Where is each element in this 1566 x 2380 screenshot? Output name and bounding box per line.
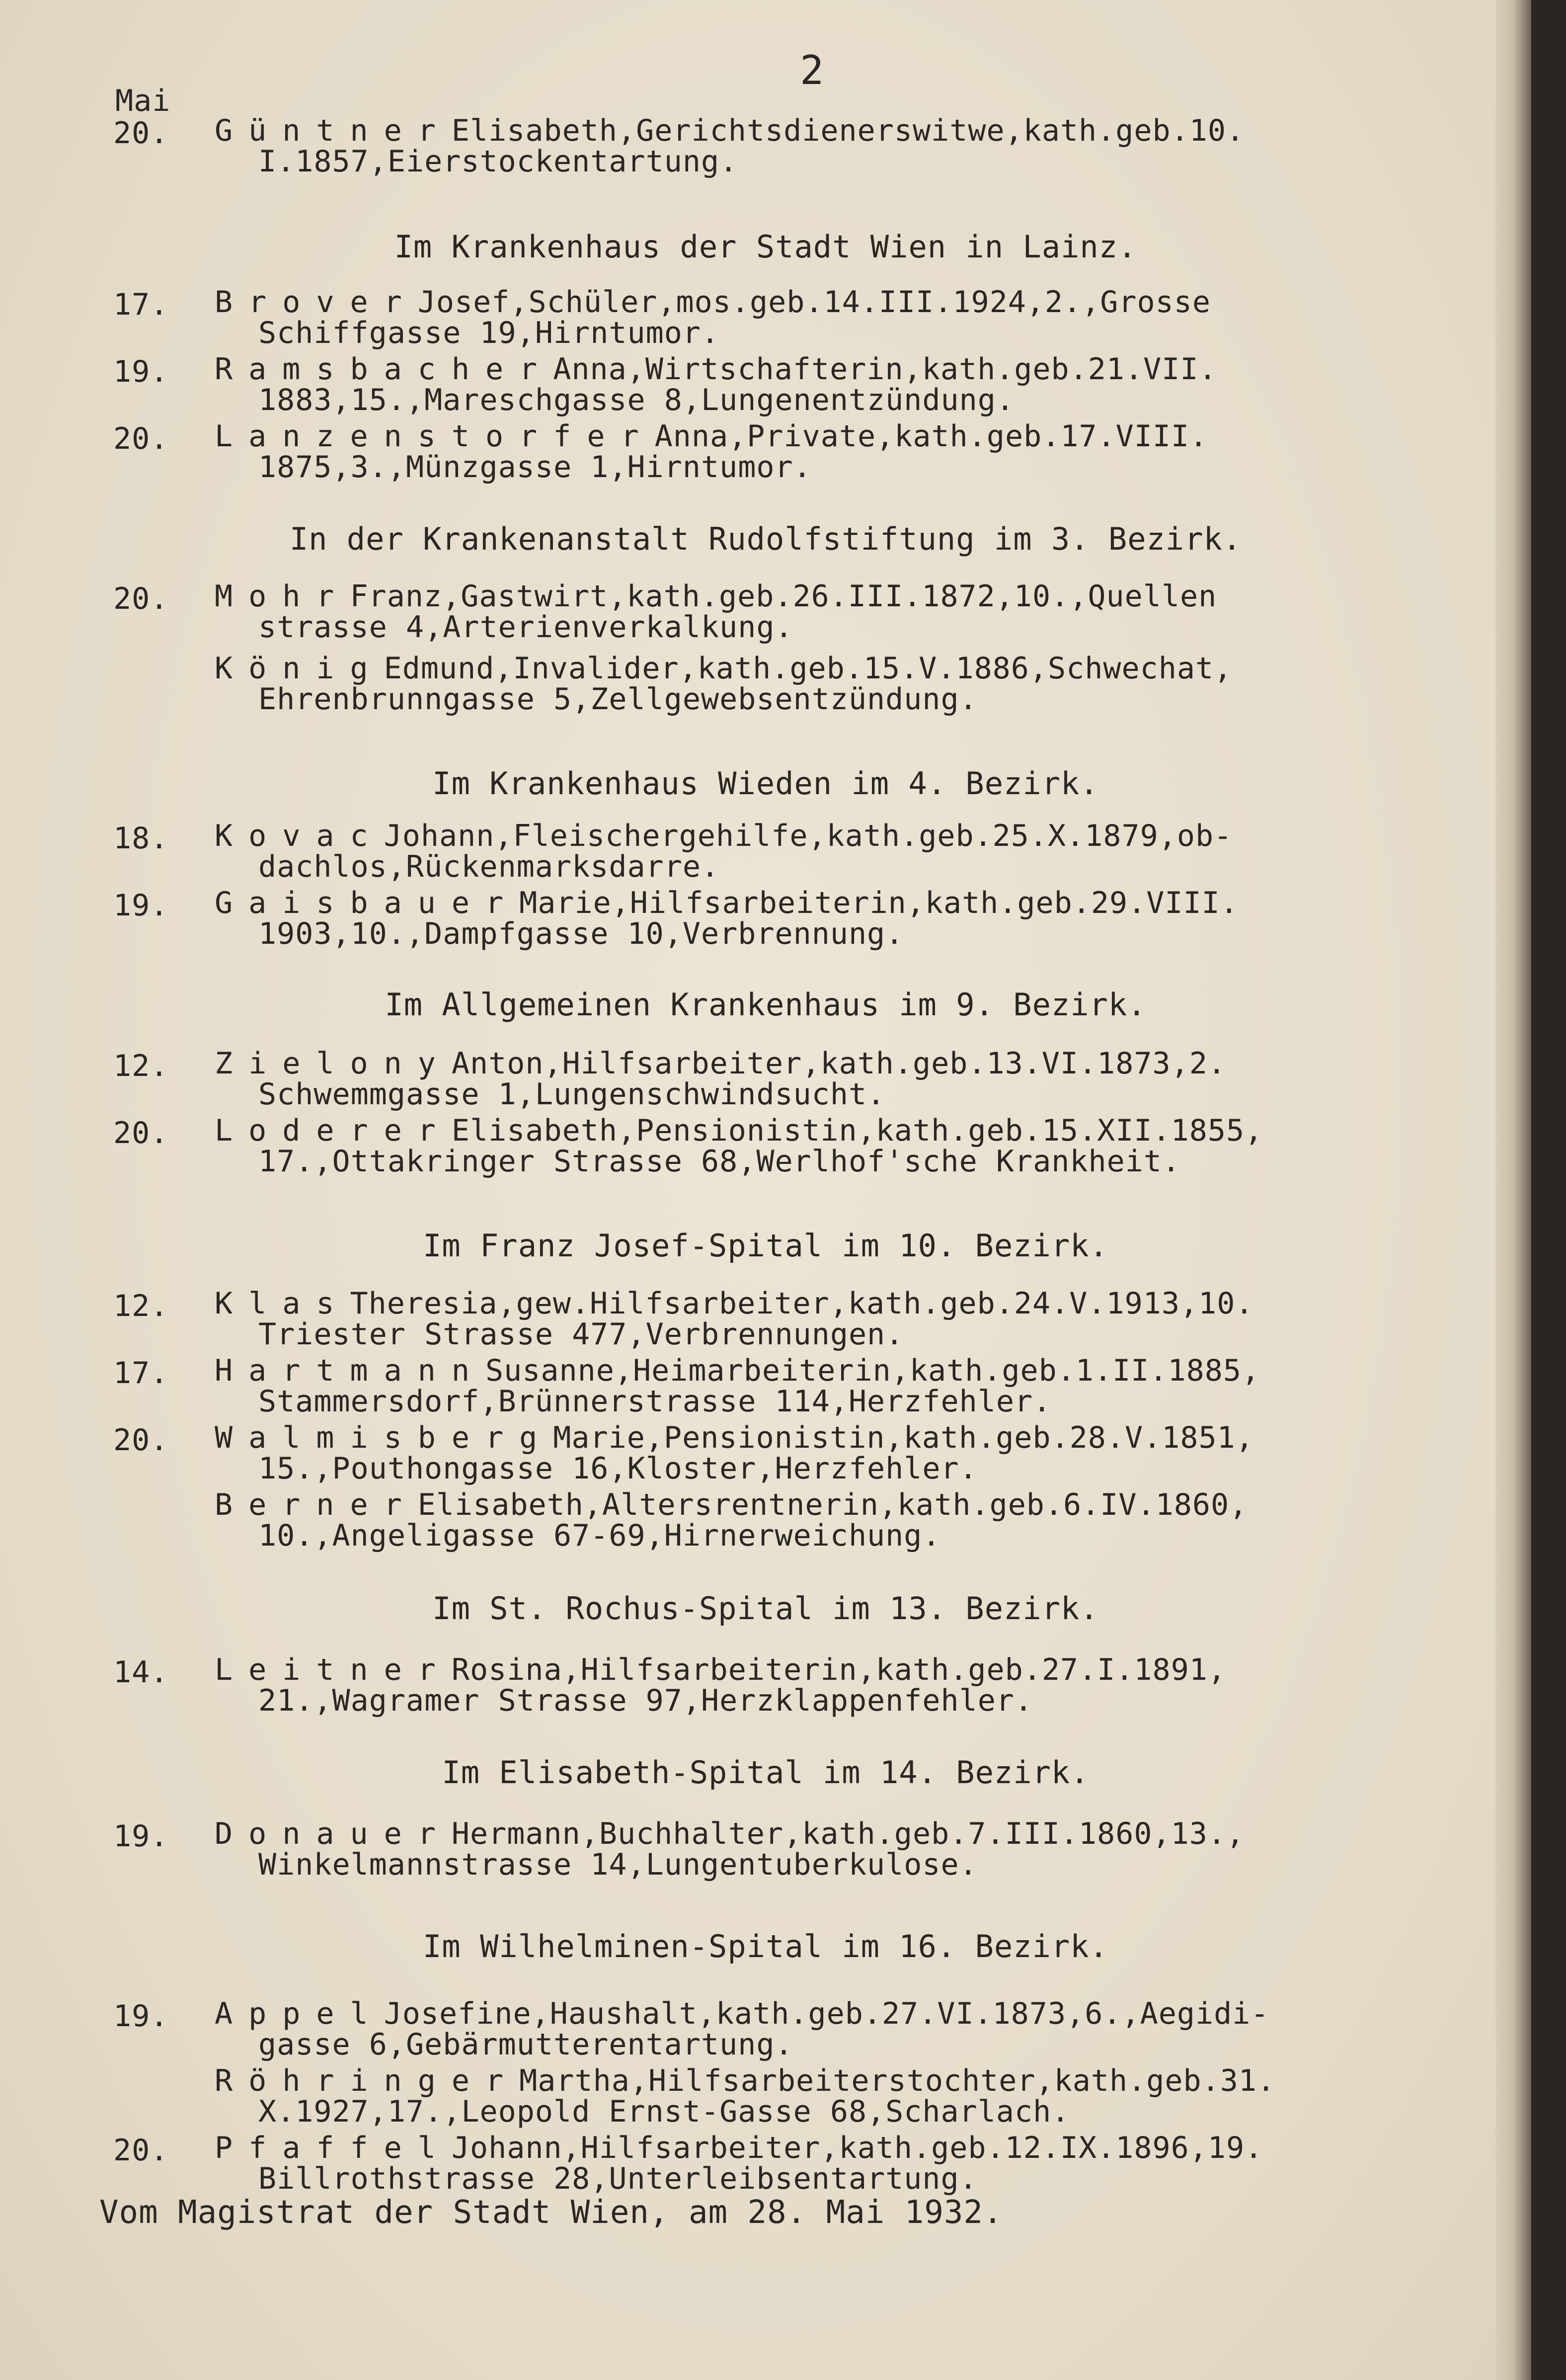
entry-surname: Mohr <box>215 579 350 614</box>
entry-surname: Donauer <box>215 1816 452 1851</box>
entry-details-line2: 17.,Ottakringer Strasse 68,Werlhof'sche Krankheit. <box>258 1144 1181 1179</box>
entry-details-line1: Josefine,Haushalt,kath.geb.27.VI.1873,6.,Aegidi- <box>384 1996 1269 2031</box>
entry-surname: Ramsbacher <box>215 352 553 387</box>
entry-surname: Berner <box>215 1487 418 1522</box>
entry-surname: König <box>215 651 384 686</box>
entry-details-line2: 21.,Wagramer Strasse 97,Herzklappenfehler. <box>258 1683 1033 1718</box>
entry-surname: Appel <box>215 1996 384 2031</box>
month-label: Mai <box>115 83 171 118</box>
entry-day: 20. <box>113 1423 169 1458</box>
hospital-section-header: Im Wilhelminen-Spital im 16. Bezirk. <box>423 1928 1108 1965</box>
entry-details-line2: Winkelmannstrasse 14,Lungentuberkulose. <box>258 1847 978 1882</box>
entry-day: 17. <box>113 1356 169 1391</box>
entry-day: 20. <box>113 1116 169 1150</box>
entry-surname: Klas <box>215 1286 350 1321</box>
entry-surname: Röhringer <box>215 2063 520 2098</box>
entry-details-line1: Johann,Fleischergehilfe,kath.geb.25.X.1879,ob- <box>384 819 1233 853</box>
entry-day: 20. <box>113 581 169 616</box>
entry-details-line1: Franz,Gastwirt,kath.geb.26.III.1872,10.,Quellen <box>350 579 1217 614</box>
entry-details-line2: 1903,10.,Dampfgasse 10,Verbrennung. <box>258 916 904 951</box>
entry-details-line1: Elisabeth,Altersrentnerin,kath.geb.6.IV.1860, <box>417 1487 1248 1522</box>
entry-details-line2: 1883,15.,Mareschgasse 8,Lungenentzündung. <box>258 383 1015 417</box>
entry-details-line1: Hermann,Buchhalter,kath.geb.7.III.1860,13., <box>451 1816 1245 1851</box>
entry-day: 19. <box>113 354 169 389</box>
hospital-section-header: In der Krankenanstalt Rudolfstiftung im 3. Bezirk. <box>289 521 1242 557</box>
hospital-section-header: Im Allgemeinen Krankenhaus im 9. Bezirk. <box>385 986 1147 1023</box>
entry-details-line1: Anna,Private,kath.geb.17.VIII. <box>654 419 1208 454</box>
entry-details-line2: 15.,Pouthongasse 16,Kloster,Herzfehler. <box>258 1451 978 1486</box>
entry-surname: Walmisberg <box>215 1420 553 1455</box>
entry-details-line2: Stammersdorf,Brünnerstrasse 114,Herzfehler. <box>258 1384 1052 1419</box>
entry-details-line1: Johann,Hilfsarbeiter,kath.geb.12.IX.1896,19. <box>451 2131 1263 2165</box>
entry-details-line2: I.1857,Eierstockentartung. <box>258 144 738 179</box>
hospital-section-header: Im St. Rochus-Spital im 13. Bezirk. <box>432 1590 1099 1627</box>
page-edge <box>1495 0 1531 2380</box>
entry-day: 19. <box>113 888 169 923</box>
entry-details-line1: Elisabeth,Pensionistin,kath.geb.15.XII.1855, <box>451 1113 1263 1148</box>
entry-details-line1: Edmund,Invalider,kath.geb.15.V.1886,Schwechat, <box>384 651 1233 686</box>
entry-day: 14. <box>113 1655 169 1690</box>
entry-day: 20. <box>113 421 169 456</box>
entry-surname: Kovac <box>215 819 384 853</box>
entry-details-line1: Rosina,Hilfsarbeiterin,kath.geb.27.I.1891, <box>451 1652 1227 1687</box>
entry-details-line1: Anna,Wirtschafterin,kath.geb.21.VII. <box>553 352 1217 387</box>
entry-surname: Brover <box>215 285 418 320</box>
entry-day: 19. <box>113 1999 169 2034</box>
entry-surname: Leitner <box>215 1652 452 1687</box>
entry-day: 18. <box>113 821 169 856</box>
entry-day: 17. <box>113 287 169 322</box>
footer-signature-line: Vom Magistrat der Stadt Wien, am 28. Mai 1932. <box>99 2194 1003 2231</box>
entry-details-line2: dachlos,Rückenmarksdarre. <box>258 849 720 884</box>
entry-day: 12. <box>113 1049 169 1083</box>
entry-surname: Güntner <box>215 113 452 148</box>
entry-details-line2: X.1927,17.,Leopold Ernst-Gasse 68,Scharlach. <box>258 2094 1070 2129</box>
entry-details-line1: Susanne,Heimarbeiterin,kath.geb.1.II.1885, <box>485 1353 1260 1388</box>
entry-surname: Hartmann <box>215 1353 485 1388</box>
entry-details-line2: Ehrenbrunngasse 5,Zellgewebsentzündung. <box>258 682 978 717</box>
hospital-section-header: Im Krankenhaus Wieden im 4. Bezirk. <box>432 765 1099 802</box>
entry-details-line2: strasse 4,Arterienverkalkung. <box>258 610 793 645</box>
entry-details-line2: 10.,Angeligasse 67-69,Hirnerweichung. <box>258 1518 941 1553</box>
entry-details-line1: Marie,Hilfsarbeiterin,kath.geb.29.VIII. <box>519 886 1239 920</box>
entry-surname: Pfaffel <box>215 2131 452 2165</box>
entry-details-line1: Elisabeth,Gerichtsdienerswitwe,kath.geb.10. <box>451 113 1245 148</box>
hospital-section-header: Im Krankenhaus der Stadt Wien in Lainz. <box>394 229 1137 265</box>
hospital-section-header: Im Franz Josef-Spital im 10. Bezirk. <box>423 1228 1108 1264</box>
entry-day: 20. <box>113 2133 169 2168</box>
entry-surname: Gaisbauer <box>215 886 520 920</box>
entry-day: 19. <box>113 1819 169 1854</box>
entry-details-line2: Billrothstrasse 28,Unterleibsentartung. <box>258 2161 978 2196</box>
entry-surname: Lanzenstorfer <box>215 419 655 454</box>
entry-day: 20. <box>113 116 169 151</box>
entry-surname: Zielony <box>215 1046 452 1081</box>
entry-details-line2: Triester Strasse 477,Verbrennungen. <box>258 1317 904 1352</box>
entry-details-line2: 1875,3.,Münzgasse 1,Hirntumor. <box>258 450 812 485</box>
entry-details-line1: Theresia,gew.Hilfsarbeiter,kath.geb.24.V.1913,10. <box>350 1286 1254 1321</box>
entry-surname: Loderer <box>215 1113 452 1148</box>
hospital-section-header: Im Elisabeth-Spital im 14. Bezirk. <box>442 1754 1090 1791</box>
entry-details-line2: Schwemmgasse 1,Lungenschwindsucht. <box>258 1077 886 1112</box>
entry-details-line1: Martha,Hilfsarbeiterstochter,kath.geb.31. <box>519 2063 1276 2098</box>
page-number: 2 <box>800 47 825 93</box>
entry-details-line1: Anton,Hilfsarbeiter,kath.geb.13.VI.1873,2. <box>451 1046 1227 1081</box>
entry-day: 12. <box>113 1289 169 1323</box>
entry-details-line2: gasse 6,Gebärmutterentartung. <box>258 2027 793 2062</box>
entry-details-line1: Marie,Pensionistin,kath.geb.28.V.1851, <box>553 1420 1254 1455</box>
entry-details-line2: Schiffgasse 19,Hirntumor. <box>258 316 720 350</box>
entry-details-line1: Josef,Schüler,mos.geb.14.III.1924,2.,Grosse <box>417 285 1211 320</box>
